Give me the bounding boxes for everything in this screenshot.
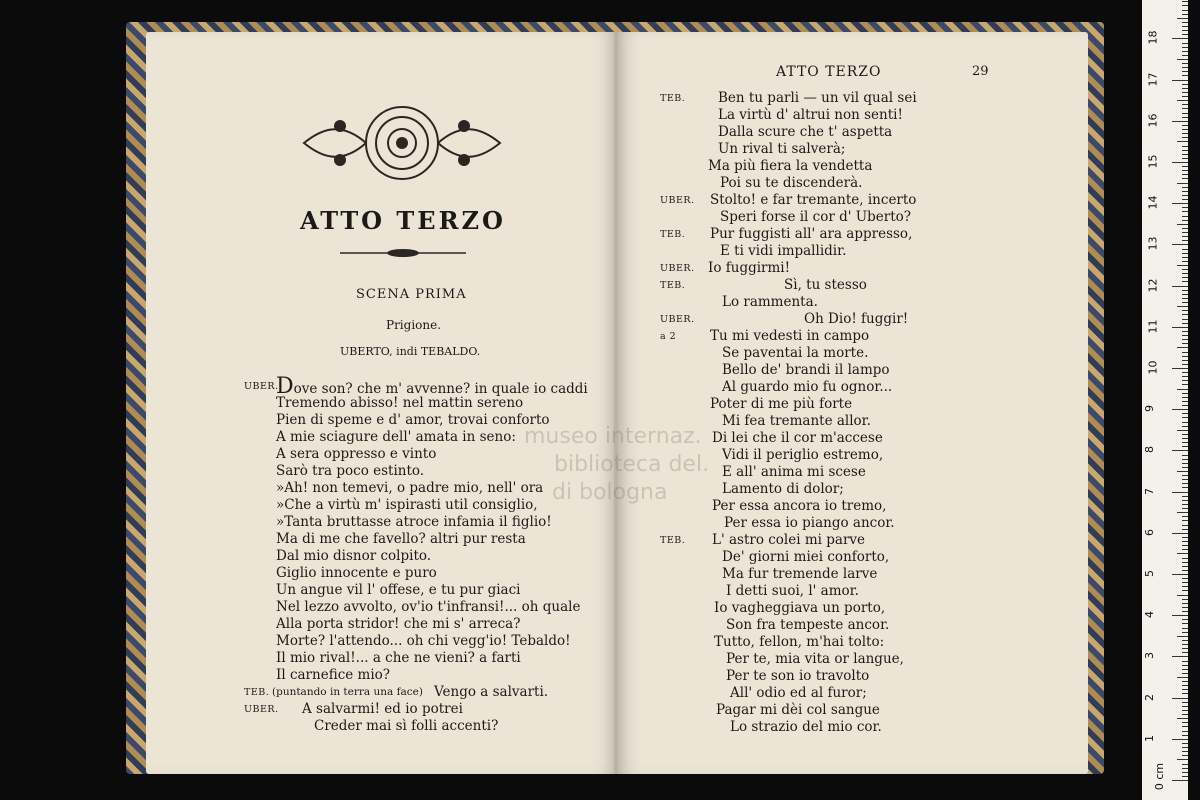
ruler-tick <box>1172 327 1188 328</box>
ruler-tick <box>1172 656 1188 657</box>
ruler-tick <box>1182 417 1188 418</box>
ruler-tick <box>1182 541 1188 542</box>
verse-line: Il mio rival!... a che ne vieni? a farti <box>276 650 521 666</box>
ruler-tick <box>1182 96 1188 97</box>
ruler-tick <box>1182 331 1188 332</box>
ruler-tick <box>1177 471 1188 472</box>
ruler-tick <box>1182 545 1188 546</box>
ruler-tick <box>1182 281 1188 282</box>
ruler-tick <box>1182 310 1188 311</box>
ruler-tick <box>1177 100 1188 101</box>
verse-line: Tutto, fellon, m'hai tolto: <box>714 634 885 650</box>
ruler-tick <box>1182 455 1188 456</box>
ruler-tick <box>1182 710 1188 711</box>
ruler-tick <box>1182 343 1188 344</box>
verse-line: De' giorni miei conforto, <box>722 549 890 565</box>
ruler-tick <box>1172 409 1188 410</box>
verse-line: Lamento di dolor; <box>722 481 844 497</box>
ruler-tick <box>1182 302 1188 303</box>
verse-line: Dal mio disnor colpito. <box>276 548 432 564</box>
ruler-tick <box>1182 623 1188 624</box>
ruler-number: 8 <box>1143 446 1156 454</box>
speaker-label: UBER. <box>660 263 695 274</box>
verse-line: Pagar mi dèi col sangue <box>716 702 880 718</box>
verse-line: Pur fuggisti all' ara appresso, <box>710 226 913 242</box>
ruler-tick <box>1182 150 1188 151</box>
verse-line: Creder mai sì folli accenti? <box>314 718 499 734</box>
decorative-rule-icon <box>340 248 466 258</box>
ruler-tick <box>1182 133 1188 134</box>
verse-line: A sera oppresso e vinto <box>276 446 437 462</box>
ruler-tick <box>1182 611 1188 612</box>
ruler-tick <box>1182 146 1188 147</box>
ruler-number: 4 <box>1143 611 1156 619</box>
verse-line: Al guardo mio fu ognor... <box>722 379 893 395</box>
ruler-tick <box>1182 562 1188 563</box>
ruler-tick <box>1182 475 1188 476</box>
ruler-tick <box>1182 113 1188 114</box>
ruler-tick <box>1182 500 1188 501</box>
ruler-tick <box>1182 772 1188 773</box>
verse-line: Sarò tra poco estinto. <box>276 463 425 479</box>
ruler-tick <box>1172 698 1188 699</box>
ruler-tick <box>1182 487 1188 488</box>
stage-direction: (puntando in terra una face) <box>272 686 423 698</box>
ruler-tick <box>1182 413 1188 414</box>
ruler-tick <box>1182 352 1188 353</box>
ruler-tick <box>1172 80 1188 81</box>
ruler-tick <box>1182 63 1188 64</box>
ruler-tick <box>1182 47 1188 48</box>
ruler-number: 11 <box>1146 319 1160 334</box>
ruler-tick <box>1182 776 1188 777</box>
verse-line: Per te, mia vita or langue, <box>726 651 904 667</box>
ruler-tick <box>1182 84 1188 85</box>
verse-line: Giglio innocente e puro <box>276 565 437 581</box>
ruler-number: 18 <box>1146 30 1160 45</box>
ruler-tick <box>1182 516 1188 517</box>
ruler-tick <box>1182 422 1188 423</box>
ruler-tick <box>1182 442 1188 443</box>
ruler-tick <box>1182 632 1188 633</box>
ruler-number: 3 <box>1143 652 1156 660</box>
ruler-tick <box>1182 693 1188 694</box>
ruler-tick <box>1182 607 1188 608</box>
ruler-tick <box>1182 755 1188 756</box>
verse-line: Speri forse il cor d' Uberto? <box>720 209 911 225</box>
ruler-tick <box>1182 397 1188 398</box>
verse-line: Io fuggirmi! <box>708 260 791 276</box>
ruler-tick <box>1182 195 1188 196</box>
ruler-tick <box>1182 75 1188 76</box>
ruler-tick <box>1182 67 1188 68</box>
verse-line: Bello de' brandi il lampo <box>722 362 890 378</box>
verse-line: Un rival ti salverà; <box>718 141 846 157</box>
characters-line: UBERTO, indi TEBALDO. <box>340 345 481 358</box>
verse-line: Poter di me più forte <box>710 396 853 412</box>
ruler-tick <box>1182 71 1188 72</box>
verse-line: L' astro colei mi parve <box>712 532 866 548</box>
ruler-tick <box>1182 380 1188 381</box>
ruler-tick <box>1182 356 1188 357</box>
ruler-tick <box>1182 22 1188 23</box>
verse-line: Poi su te discenderà. <box>720 175 863 191</box>
verse-line: Il carnefice mio? <box>276 667 391 683</box>
ruler-tick <box>1182 582 1188 583</box>
ruler-tick <box>1182 467 1188 468</box>
ruler-tick <box>1182 211 1188 212</box>
ruler-tick <box>1172 244 1188 245</box>
ruler-number: 9 <box>1143 405 1156 413</box>
ruler-tick <box>1182 5 1188 6</box>
ruler-tick <box>1182 376 1188 377</box>
ruler-tick <box>1182 364 1188 365</box>
watermark-line: di bologna <box>552 480 668 505</box>
verse-line: Per te son io travolto <box>726 668 870 684</box>
ruler-tick <box>1182 249 1188 250</box>
verse-line: A mie sciagure dell' amata in seno: <box>276 429 516 445</box>
verse-line: Vidi il periglio estremo, <box>722 447 884 463</box>
verse-line: E all' anima mi scese <box>722 464 866 480</box>
verse-line: Mi fea tremante allor. <box>722 413 871 429</box>
speaker-label: UBER. <box>660 314 695 325</box>
ruler-tick <box>1182 207 1188 208</box>
page-number: 29 <box>972 64 989 79</box>
verse-line: E ti vidi impallidir. <box>720 243 847 259</box>
ruler-tick <box>1182 438 1188 439</box>
ruler-tick <box>1182 14 1188 15</box>
verse-line: Nel lezzo avvolto, ov'io t'infransi!... oh quale <box>276 599 581 615</box>
ruler-tick <box>1177 677 1188 678</box>
ruler-tick <box>1182 137 1188 138</box>
ruler-tick <box>1182 170 1188 171</box>
ruler-tick <box>1182 558 1188 559</box>
ruler-tick <box>1182 339 1188 340</box>
ruler-tick <box>1182 125 1188 126</box>
ruler-tick <box>1177 759 1188 760</box>
ruler-tick <box>1182 731 1188 732</box>
verse-line: Vengo a salvarti. <box>434 684 549 700</box>
ruler-tick <box>1182 504 1188 505</box>
ruler-tick <box>1182 323 1188 324</box>
ruler-tick <box>1177 224 1188 225</box>
ruler-number: 7 <box>1143 487 1156 495</box>
ruler-tick <box>1182 10 1188 11</box>
ruler-tick <box>1177 512 1188 513</box>
speaker-label: TEB. <box>660 280 686 291</box>
verse-line: Morte? l'attendo... oh chi vegg'io! Tebaldo! <box>276 633 571 649</box>
ruler-tick <box>1182 393 1188 394</box>
ruler-tick <box>1182 689 1188 690</box>
ruler-tick <box>1182 529 1188 530</box>
ruler-tick <box>1182 220 1188 221</box>
ruler-tick <box>1182 743 1188 744</box>
ruler-tick <box>1182 240 1188 241</box>
ruler-tick <box>1182 628 1188 629</box>
ruler-number: 14 <box>1146 195 1160 210</box>
verse-line: Ben tu parli — un vil qual sei <box>718 90 917 106</box>
ruler-tick <box>1182 463 1188 464</box>
verse-line: Oh Dio! fuggir! <box>804 311 909 327</box>
ruler-tick <box>1182 405 1188 406</box>
ruler-tick <box>1182 372 1188 373</box>
ruler-label: 0 cm <box>1153 762 1167 791</box>
ruler-tick <box>1177 59 1188 60</box>
ruler-tick <box>1182 1 1188 2</box>
scene-place: Prigione. <box>386 318 442 332</box>
ruler-tick <box>1172 162 1188 163</box>
ruler-number: 1 <box>1143 734 1156 742</box>
ruler-tick <box>1182 751 1188 752</box>
ruler-tick <box>1182 384 1188 385</box>
ruler-tick <box>1177 553 1188 554</box>
verse-line: »Ah! non temevi, o padre mio, nell' ora <box>276 480 544 496</box>
ruler-tick <box>1182 702 1188 703</box>
ruler-tick <box>1172 38 1188 39</box>
ruler-number: 6 <box>1143 528 1156 536</box>
ruler-tick <box>1177 718 1188 719</box>
ruler-number: 13 <box>1146 236 1160 251</box>
ruler-tick <box>1182 681 1188 682</box>
ruler-tick <box>1182 319 1188 320</box>
ruler-tick <box>1172 492 1188 493</box>
ruler-tick <box>1182 314 1188 315</box>
ruler-tick <box>1182 43 1188 44</box>
floral-ornament-icon <box>300 100 504 186</box>
ruler-tick <box>1172 574 1188 575</box>
speaker-label: UBER. <box>660 195 695 206</box>
ruler-tick <box>1182 187 1188 188</box>
ruler-tick <box>1182 261 1188 262</box>
ruler-tick <box>1182 735 1188 736</box>
ruler-number: 17 <box>1146 72 1160 87</box>
ruler-tick <box>1182 228 1188 229</box>
ruler-tick <box>1182 747 1188 748</box>
act-title: ATTO TERZO <box>300 206 506 235</box>
ruler-tick <box>1182 537 1188 538</box>
ruler-number: 16 <box>1146 113 1160 128</box>
ruler-tick <box>1182 685 1188 686</box>
verse-line: Per essa ancora io tremo, <box>712 498 887 514</box>
ruler-number: 5 <box>1143 570 1156 577</box>
verse-line: Ma fur tremende larve <box>722 566 878 582</box>
ruler-tick <box>1177 183 1188 184</box>
ruler-tick <box>1182 294 1188 295</box>
verse-line: A salvarmi! ed io potrei <box>302 701 463 717</box>
verse-line: Di lei che il cor m'accese <box>712 430 883 446</box>
verse-line: I detti suoi, l' amor. <box>726 583 859 599</box>
ruler-tick <box>1182 590 1188 591</box>
ruler-tick <box>1172 121 1188 122</box>
ruler-tick <box>1172 615 1188 616</box>
ruler-tick <box>1182 257 1188 258</box>
speaker-label: TEB. <box>660 229 686 240</box>
ruler-tick <box>1182 669 1188 670</box>
ruler-tick <box>1182 603 1188 604</box>
ruler-tick <box>1177 306 1188 307</box>
ruler-tick <box>1182 129 1188 130</box>
ruler-tick <box>1177 595 1188 596</box>
ruler-tick <box>1182 640 1188 641</box>
ruler-tick <box>1182 508 1188 509</box>
ruler-number: 2 <box>1143 693 1156 701</box>
speaker-label: TEB. <box>244 687 270 698</box>
ruler-tick <box>1172 739 1188 740</box>
ruler-tick <box>1172 368 1188 369</box>
verse-line: Dalla scure che t' aspetta <box>718 124 893 140</box>
measuring-ruler <box>1142 0 1188 800</box>
ruler-tick <box>1182 51 1188 52</box>
ruler-tick <box>1182 525 1188 526</box>
ruler-number: 15 <box>1146 154 1160 169</box>
speaker-label: TEB. <box>660 535 686 546</box>
verse-line: Ma più fiera la vendetta <box>708 158 873 174</box>
verse-line: »Tanta bruttasse atroce infamia il figlio! <box>276 514 552 530</box>
speaker-label: UBER. <box>244 704 279 715</box>
ruler-tick <box>1182 55 1188 56</box>
ruler-tick <box>1182 714 1188 715</box>
ruler-tick <box>1182 722 1188 723</box>
ruler-tick <box>1182 496 1188 497</box>
ruler-tick <box>1182 166 1188 167</box>
ruler-tick <box>1182 549 1188 550</box>
ruler-tick <box>1182 88 1188 89</box>
ruler-tick <box>1177 430 1188 431</box>
ruler-number: 10 <box>1146 360 1160 375</box>
book-gutter <box>614 32 618 774</box>
ruler-tick <box>1182 360 1188 361</box>
ruler-tick <box>1182 26 1188 27</box>
verse-line: Stolto! e far tremante, incerto <box>710 192 917 208</box>
ruler-tick <box>1182 335 1188 336</box>
running-header: ATTO TERZO <box>776 64 882 80</box>
drop-capital: D <box>276 374 294 399</box>
ruler-tick <box>1172 203 1188 204</box>
ruler-tick <box>1182 586 1188 587</box>
ruler-tick <box>1182 520 1188 521</box>
ruler-tick <box>1182 479 1188 480</box>
verse-line: Sì, tu stesso <box>784 277 867 293</box>
verse-line: Tu mi vedesti in campo <box>710 328 870 344</box>
ruler-tick <box>1182 726 1188 727</box>
ruler-tick <box>1182 434 1188 435</box>
ruler-tick <box>1182 648 1188 649</box>
ruler-tick <box>1172 286 1188 287</box>
ruler-tick <box>1182 273 1188 274</box>
ruler-tick <box>1182 178 1188 179</box>
ruler-tick <box>1182 92 1188 93</box>
ruler-tick <box>1177 265 1188 266</box>
verse-line: »Che a virtù m' ispirasti util consiglio, <box>276 497 538 513</box>
ruler-tick <box>1182 578 1188 579</box>
ruler-tick <box>1182 30 1188 31</box>
watermark-line: museo internaz. <box>524 424 702 449</box>
ruler-tick <box>1177 18 1188 19</box>
ruler-tick <box>1182 117 1188 118</box>
ruler-tick <box>1182 446 1188 447</box>
ruler-tick <box>1182 108 1188 109</box>
ruler-tick <box>1182 661 1188 662</box>
ruler-tick <box>1182 199 1188 200</box>
ruler-tick <box>1177 389 1188 390</box>
ruler-tick <box>1182 401 1188 402</box>
verse-line: Un angue vil l' offese, e tu pur giaci <box>276 582 521 598</box>
ruler-tick <box>1182 174 1188 175</box>
verse-line: All' odio ed al furor; <box>730 685 867 701</box>
ruler-tick <box>1182 104 1188 105</box>
ruler-tick <box>1172 533 1188 534</box>
verse-line: Per essa io piango ancor. <box>724 515 895 531</box>
ruler-tick <box>1172 450 1188 451</box>
ruler-tick <box>1182 191 1188 192</box>
ruler-tick <box>1182 34 1188 35</box>
ruler-tick <box>1182 290 1188 291</box>
ruler-tick <box>1182 665 1188 666</box>
ruler-tick <box>1182 673 1188 674</box>
ruler-tick <box>1182 277 1188 278</box>
ruler-tick <box>1177 636 1188 637</box>
ruler-tick <box>1182 619 1188 620</box>
ruler-tick <box>1177 347 1188 348</box>
ruler-tick <box>1182 298 1188 299</box>
speaker-label: TEB. <box>660 93 686 104</box>
ruler-number: 12 <box>1146 278 1160 293</box>
ruler-tick <box>1182 566 1188 567</box>
ruler-tick <box>1182 644 1188 645</box>
speaker-label: UBER. <box>244 381 279 392</box>
ruler-tick <box>1182 570 1188 571</box>
verse-line: Son fra tempeste ancor. <box>726 617 890 633</box>
ruler-tick <box>1182 459 1188 460</box>
ruler-tick <box>1182 236 1188 237</box>
ruler-tick <box>1172 780 1188 781</box>
ruler-tick <box>1182 253 1188 254</box>
ruler-tick <box>1182 269 1188 270</box>
ruler-tick <box>1182 426 1188 427</box>
verse-line: Pien di speme e d' amor, trovai conforto <box>276 412 550 428</box>
watermark-line: biblioteca del. <box>554 452 710 477</box>
ruler-tick <box>1182 483 1188 484</box>
verse-line: Se paventai la morte. <box>722 345 869 361</box>
ruler-tick <box>1182 232 1188 233</box>
ruler-tick <box>1182 706 1188 707</box>
ruler-tick <box>1182 768 1188 769</box>
verse-line: Lo rammenta. <box>722 294 818 310</box>
verse-line: Tremendo abisso! nel mattin sereno <box>276 395 524 411</box>
ruler-tick <box>1182 599 1188 600</box>
scene-heading: SCENA PRIMA <box>356 287 467 302</box>
verse-line: Ma di me che favello? altri pur resta <box>276 531 526 547</box>
ruler-tick <box>1182 158 1188 159</box>
ruler-tick <box>1182 764 1188 765</box>
ruler-tick <box>1182 652 1188 653</box>
ruler-tick <box>1177 141 1188 142</box>
speaker-label: a 2 <box>660 331 677 342</box>
verse-line: La virtù d' altrui non senti! <box>718 107 903 123</box>
verse-line: Lo strazio del mio cor. <box>730 719 882 735</box>
verse-line: Io vagheggiava un porto, <box>714 600 886 616</box>
ruler-tick <box>1182 216 1188 217</box>
ruler-tick <box>1182 154 1188 155</box>
verse-line: Alla porta stridor! che mi s' arreca? <box>276 616 521 632</box>
verse-line: Dove son? che m' avvenne? in quale io caddi <box>276 374 588 399</box>
